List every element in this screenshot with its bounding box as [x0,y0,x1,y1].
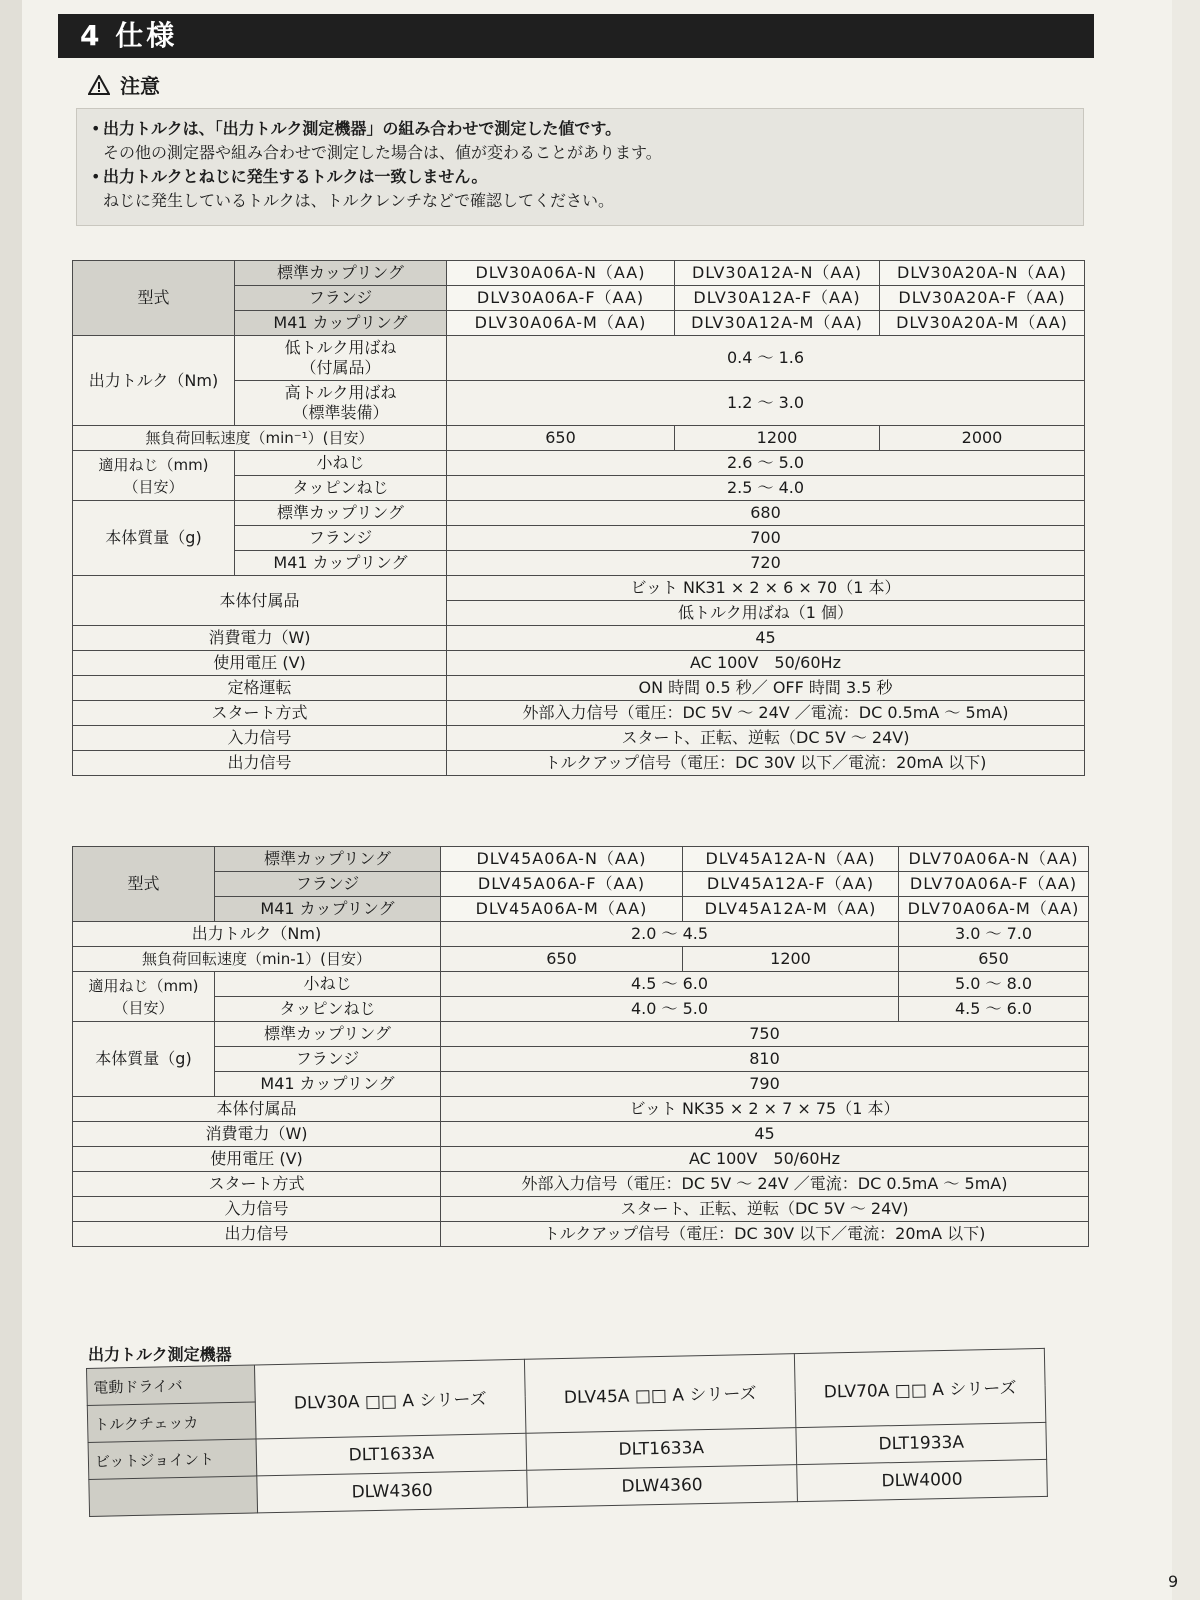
model-cell: DLV70A06A-F（AA) [899,872,1089,897]
accessory-value: 低トルク用ばね（1 個） [447,601,1085,626]
table-row [73,897,1089,922]
mass-value: 750 [441,1022,1089,1047]
output-label: 出力信号 [73,1222,441,1247]
joint-70: DLW4000 [797,1459,1048,1501]
model-cell: DLV70A06A-N（AA) [899,847,1089,872]
voltage-value: AC 100V 50/60Hz [441,1147,1089,1172]
warning-icon [88,75,110,95]
tapping-screw-value: 4.5 ～ 6.0 [899,997,1089,1022]
accessory-value: ビット NK35 × 2 × 7 × 75（1 本） [441,1097,1089,1122]
mass-value: 680 [447,501,1085,526]
speed-label: 無負荷回転速度（min⁻¹）(目安） [73,426,447,451]
power-value: 45 [441,1122,1089,1147]
model-cell: DLV30A12A-F（AA) [675,286,880,311]
model-cell: DLV30A12A-N（AA) [675,261,880,286]
page-edge [0,0,23,1600]
checker-header: トルクチェッカ [87,1402,256,1443]
model-cell: DLV30A06A-F（AA) [447,286,675,311]
mass-value: 700 [447,526,1085,551]
speed-value: 650 [899,947,1089,972]
voltage-label: 使用電圧 (V) [73,1147,441,1172]
table-row [73,1097,1089,1122]
series-70: DLV70A □□ A シリーズ [794,1348,1045,1427]
driver-header: 電動ドライバ [87,1365,256,1406]
torque-low-value: 0.4 ～ 1.6 [447,336,1085,381]
rated-value: ON 時間 0.5 秒／ OFF 時間 3.5 秒 [447,676,1085,701]
voltage-value: AC 100V 50/60Hz [447,651,1085,676]
low-spring-label: 低トルク用ばね （付属品） [235,336,447,381]
model-cell: DLV45A12A-M（AA) [683,897,899,922]
table-row [73,626,1085,651]
checker-30: DLT1633A [256,1433,527,1476]
input-label: 入力信号 [73,1197,441,1222]
model-cell: DLV30A06A-M（AA) [447,311,675,336]
model-cell: DLV30A20A-M（AA) [880,311,1085,336]
model-cell: DLV30A12A-M（AA) [675,311,880,336]
table-row [73,676,1085,701]
model-cell: DLV70A06A-M（AA) [899,897,1089,922]
accessory-value: ビット NK31 × 2 × 6 × 70（1 本） [447,576,1085,601]
table-row [73,997,1089,1022]
output-label: 出力信号 [73,751,447,776]
tapping-screw-label: タッピンねじ [215,997,441,1022]
caution-heading [88,70,160,99]
table-row [73,1172,1089,1197]
small-screw-value: 2.6 ～ 5.0 [447,451,1085,476]
joint-30: DLW4360 [257,1470,528,1513]
joint-45: DLW4360 [527,1465,798,1508]
caution-box [76,108,1084,226]
spec-table-dlv30 [72,260,1085,776]
model-cell: DLV45A06A-F（AA) [441,872,683,897]
table-row [73,1122,1089,1147]
model-cell: DLV30A06A-N（AA) [447,261,675,286]
section-title: 仕様 [115,19,178,52]
small-screw-value: 5.0 ～ 8.0 [899,972,1089,997]
torque-value: 2.0 ～ 4.5 [441,922,899,947]
measure-table [86,1348,1048,1517]
start-value: 外部入力信号（電圧：DC 5V ～ 24V ／電流：DC 0.5mA ～ 5mA) [441,1172,1089,1197]
torque-high-value: 1.2 ～ 3.0 [447,381,1085,426]
flange-label: フランジ [215,872,441,897]
power-label: 消費電力（W) [73,626,447,651]
input-value: スタート、正転、逆転（DC 5V ～ 24V) [441,1197,1089,1222]
table-row [73,1022,1089,1047]
small-screw-label: 小ねじ [215,972,441,997]
coupling-std-label: 標準カップリング [235,261,447,286]
torque-value: 3.0 ～ 7.0 [899,922,1089,947]
mass-value: 790 [441,1072,1089,1097]
joint-header: ビットジョイント [88,1439,257,1480]
speed-value: 650 [447,426,675,451]
model-cell: DLV30A20A-N（AA) [880,261,1085,286]
flange-label: フランジ [235,286,447,311]
table-row [73,651,1085,676]
torque-label: 出力トルク（Nm) [73,336,235,426]
flange-label: フランジ [215,1047,441,1072]
accessory-label: 本体付属品 [73,1097,441,1122]
coupling-std-label: 標準カップリング [235,501,447,526]
coupling-std-label: 標準カップリング [215,1022,441,1047]
table-row [73,576,1085,601]
model-label: 型式 [73,261,235,336]
flange-label: フランジ [235,526,447,551]
power-value: 45 [447,626,1085,651]
mass-value: 810 [441,1047,1089,1072]
speed-label: 無負荷回転速度（min-1）(目安） [73,947,441,972]
speed-value: 650 [441,947,683,972]
caution-line-1: 出力トルクは、「出力トルク測定機器」の組み合わせで測定した値です。 [103,119,622,138]
series-45: DLV45A □□ A シリーズ [524,1354,795,1434]
table-row [73,701,1085,726]
m41-label: M41 カップリング [235,551,447,576]
table-row [73,1147,1089,1172]
table-row [73,947,1089,972]
table-row [73,261,1085,286]
table-row [73,1047,1089,1072]
model-cell: DLV45A06A-M（AA) [441,897,683,922]
mass-label: 本体質量（g) [73,1022,215,1097]
table-row [73,336,1085,381]
tapping-screw-label: タッピンねじ [235,476,447,501]
high-spring-label: 高トルク用ばね （標準装備） [235,381,447,426]
series-30: DLV30A □□ A シリーズ [254,1359,525,1439]
output-value: トルクアップ信号（電圧：DC 30V 以下／電流：20mA 以下) [447,751,1085,776]
table-row [73,501,1085,526]
table-row [73,922,1089,947]
spec-table-dlv45-dlv70 [72,846,1089,1247]
table-row [73,972,1089,997]
section-heading [58,14,1094,58]
tapping-screw-value: 4.0 ～ 5.0 [441,997,899,1022]
speed-value: 1200 [683,947,899,972]
speed-value: 2000 [880,426,1085,451]
table-row [73,726,1085,751]
mass-label: 本体質量（g) [73,501,235,576]
output-value: トルクアップ信号（電圧：DC 30V 以下／電流：20mA 以下) [441,1222,1089,1247]
torque-label: 出力トルク（Nm) [73,922,441,947]
table-row [73,1072,1089,1097]
bullet-icon: • [91,167,101,186]
m41-label: M41 カップリング [235,311,447,336]
table-row [73,847,1089,872]
accessory-label: 本体付属品 [73,576,447,626]
model-label: 型式 [73,847,215,922]
caution-line-2: その他の測定器や組み合わせで測定した場合は、値が変わることがあります。 [103,143,662,162]
tapping-screw-value: 2.5 ～ 4.0 [447,476,1085,501]
table-row [73,751,1085,776]
table-row [73,872,1089,897]
bullet-icon: • [91,119,101,138]
start-label: スタート方式 [73,701,447,726]
caution-line-3: 出力トルクとねじに発生するトルクは一致しません。 [103,167,488,186]
model-cell: DLV45A06A-N（AA) [441,847,683,872]
section-number: 4 [80,19,103,52]
input-value: スタート、正転、逆転（DC 5V ～ 24V) [447,726,1085,751]
rated-label: 定格運転 [73,676,447,701]
table-row [73,426,1085,451]
page-number: 9 [1168,1572,1179,1591]
table-row [73,1197,1089,1222]
m41-label: M41 カップリング [215,1072,441,1097]
caution-line-4: ねじに発生しているトルクは、トルクレンチなどで確認してください。 [103,191,614,210]
screw-label: 適用ねじ（mm) （目安） [73,972,215,1022]
blank-cell [89,1476,258,1517]
model-cell: DLV45A12A-F（AA) [683,872,899,897]
start-label: スタート方式 [73,1172,441,1197]
input-label: 入力信号 [73,726,447,751]
model-cell: DLV30A20A-F（AA) [880,286,1085,311]
table-row [73,1222,1089,1247]
screw-label: 適用ねじ（mm) （目安） [73,451,235,501]
checker-45: DLT1633A [526,1428,797,1471]
model-cell: DLV45A12A-N（AA) [683,847,899,872]
measure-title: 出力トルク測定機器 [88,1345,232,1364]
speed-value: 1200 [675,426,880,451]
mass-value: 720 [447,551,1085,576]
m41-label: M41 カップリング [215,897,441,922]
voltage-label: 使用電圧 (V) [73,651,447,676]
table-row [73,451,1085,476]
coupling-std-label: 標準カップリング [215,847,441,872]
small-screw-value: 4.5 ～ 6.0 [441,972,899,997]
caution-title: 注意 [120,74,160,98]
start-value: 外部入力信号（電圧：DC 5V ～ 24V ／電流：DC 0.5mA ～ 5mA) [447,701,1085,726]
small-screw-label: 小ねじ [235,451,447,476]
checker-70: DLT1933A [796,1422,1047,1464]
power-label: 消費電力（W) [73,1122,441,1147]
